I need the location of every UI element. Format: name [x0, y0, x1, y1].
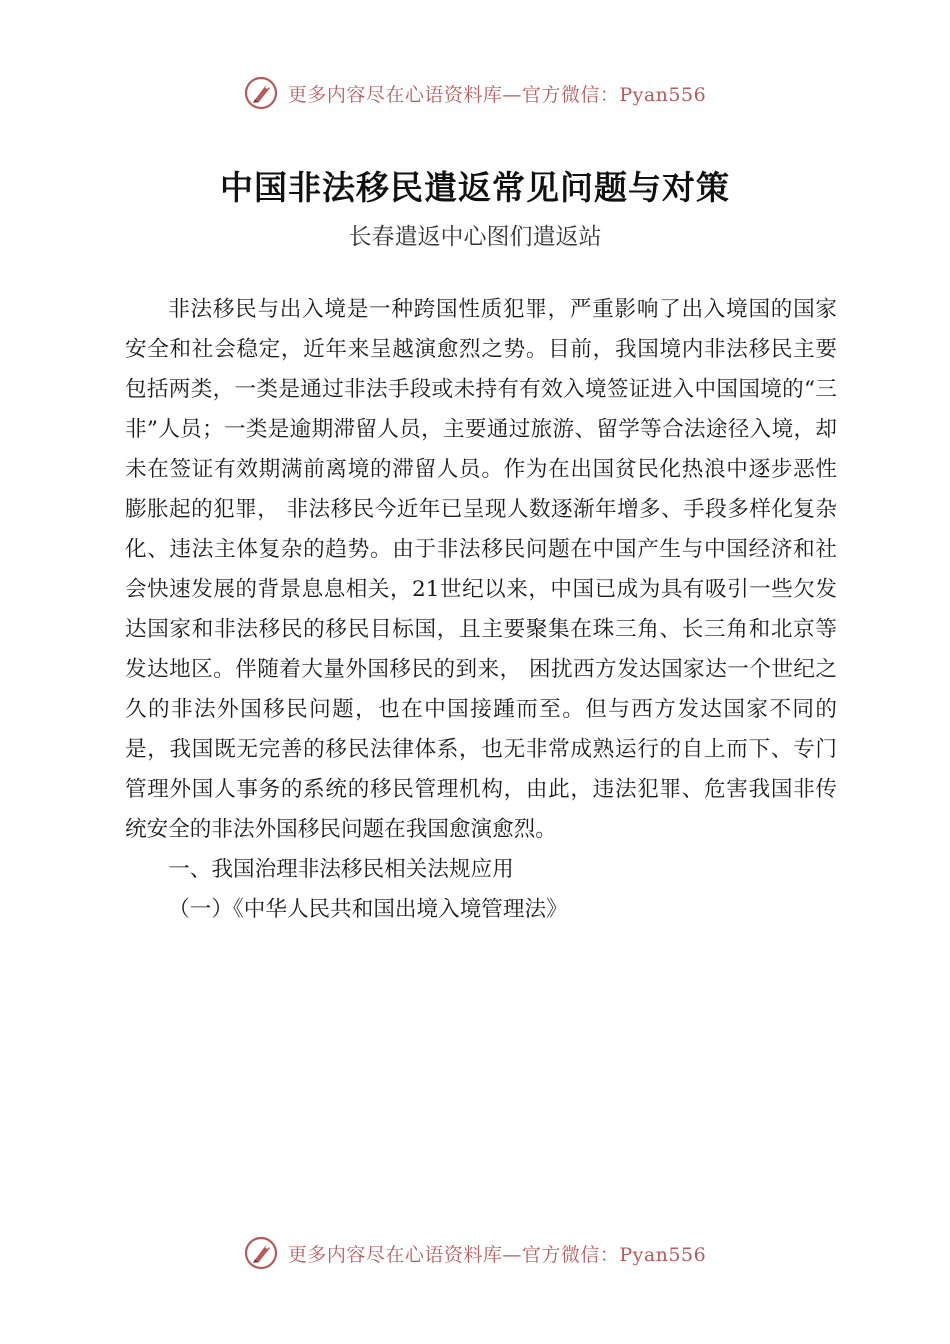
section-heading: 一、我国治理非法移民相关法规应用 — [168, 857, 514, 882]
pen-nib-logo-icon — [244, 1236, 278, 1270]
document-title: 中国非法移民遣返常见问题与对策 — [220, 168, 730, 207]
document-body — [125, 290, 837, 930]
watermark-text: 更多内容尽在心语资料库—官方微信：Pyan556 — [287, 83, 707, 106]
watermark-text: 更多内容尽在心语资料库—官方微信：Pyan556 — [287, 1243, 707, 1266]
document-subtitle: 长春遣返中心图们遣返站 — [348, 224, 602, 250]
footer-watermark — [0, 1236, 950, 1270]
subsection-heading: （一）《中华人民共和国出境入境管理法》 — [168, 897, 568, 922]
body-paragraph: 非法移民与出入境是一种跨国性质犯罪，严重影响了出入境国的国家安全和社会稳定，近年来呈越演愈烈之势。目前，我国境内非法移民主要包括两类，一类是通过非法手段或未持有有效入境签证进入中国国境的“三非”人员；一类是逾期滞留人员，主要通过旅游、留学等合法途径入境，却未在签证有效期满前离境的滞留人员。作为在出国贫民化热浪中逐步恶性膨胀起的犯罪， 非法移民今近年已呈现人数逐渐年增多、手段多样化复杂化、违法主体复杂的趋势。由于非法移民问题在中国产生与中国经济和社会快速发展的背景息息相关，21世纪以来，中国已成为具有吸引一些欠发达国家和非法移民的移民目标国，且主要聚集在珠三角、长三角和北京等发达地区。伴随着大量外国移民的到来， 困扰西方发达国家达一个世纪之久的非法外国移民问题，也在中国接踵而至。但与西方发达国家不同的是，我国既无完善的移民法律体系，也无非常成熟运行的自上而下、专门管理外国人事务的系统的移民管理机构，由此，违法犯罪、危害我国非传统安全的非法外国移民问题在我国愈演愈烈。 — [125, 297, 837, 842]
pen-nib-logo-icon — [244, 76, 278, 110]
header-watermark — [0, 76, 950, 110]
